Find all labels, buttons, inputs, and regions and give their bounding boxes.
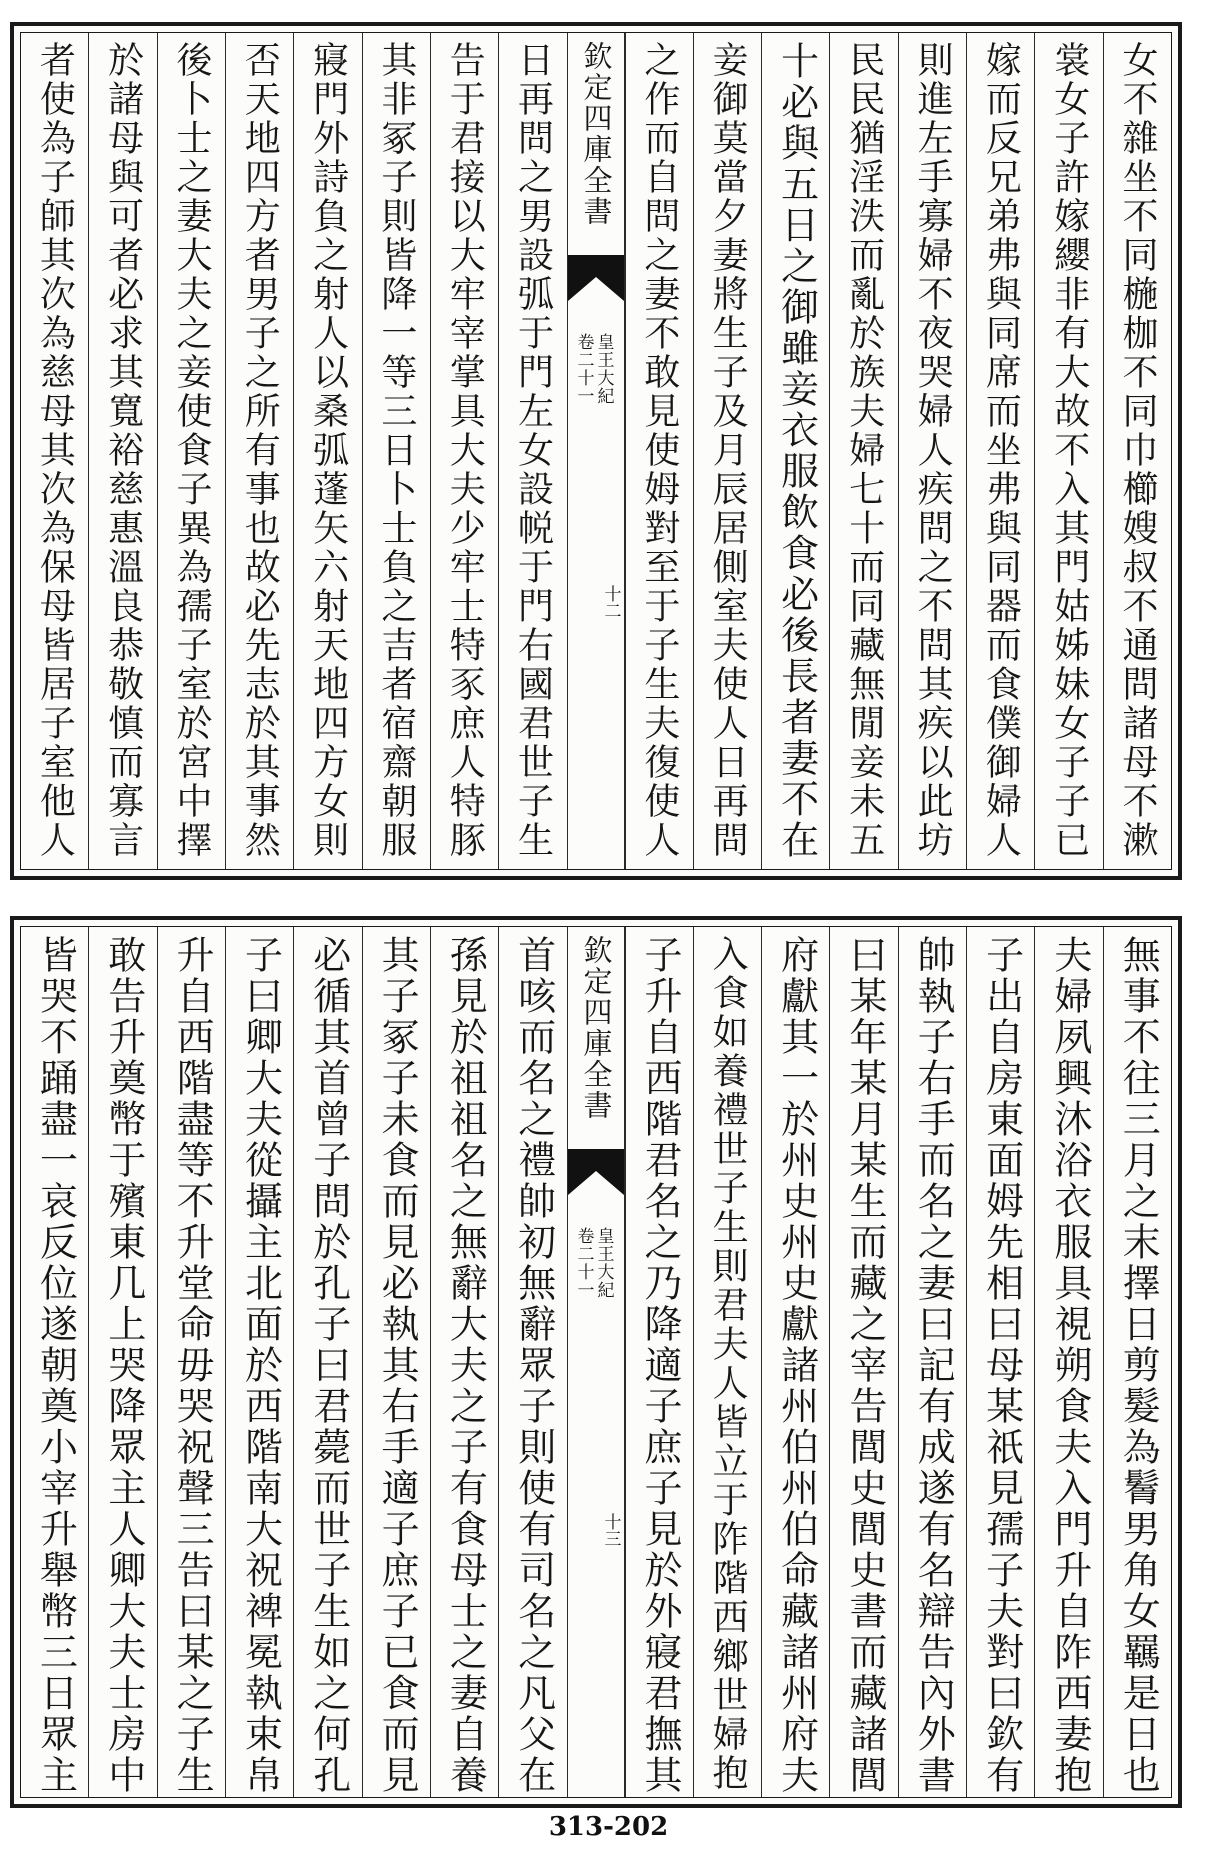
- text-column: 女不雜坐不同椸枷不同巾櫛嫂叔不通問諸母不漱: [1103, 33, 1171, 869]
- text-column: 帥執子右手而名之妻曰記有成遂有名辯告內外書: [898, 927, 966, 1797]
- text-column: 後卜士之妻大夫之妾使食子異為孺子室於宮中擇: [157, 33, 225, 869]
- bottom-page-columns: [20, 926, 1172, 1798]
- text-column: 民民猶淫泆而亂於族夫婦七十而同藏無閒妾未五: [829, 33, 897, 869]
- text-column: 升自西階盡等不升堂命毋哭祝聲三告曰某之子生: [157, 927, 225, 1797]
- text-column: 之作而自問之妻不敢見使姆對至于子生夫復使人: [625, 33, 693, 869]
- text-column: 孫見於祖祖名之無辭大夫之子有食母士之妻自養: [430, 927, 498, 1797]
- text-column: 告于君接以大牢宰掌具大夫少牢士特豕庶人特豚: [430, 33, 498, 869]
- text-column: 其子冢子未食而見必執其右手適子庶子已食而見: [362, 927, 430, 1797]
- page-number: 313-202: [548, 1812, 669, 1842]
- fish-tail-mark-icon: [568, 1149, 624, 1195]
- leaf-number: 十二: [600, 585, 621, 619]
- text-column: 日再問之男設弧于門左女設帨于門右國君世子生: [498, 33, 566, 869]
- text-column: 其非冢子則皆降一等三日卜士負之吉者宿齋朝服: [362, 33, 430, 869]
- text-column: 寢門外詩負之射人以桑弧蓬矢六射天地四方女則: [293, 33, 361, 869]
- text-column: 嫁而反兄弟弗與同席而坐弗與同器而食僕御婦人: [966, 33, 1034, 869]
- bottom-page-panel: [10, 916, 1182, 1808]
- book-title: 欽定四庫全書: [579, 41, 614, 227]
- top-page-panel: [10, 22, 1182, 880]
- leaf-number: 十三: [600, 1513, 621, 1547]
- text-column: 子出自房東面姆先相曰母某祇見孺子夫對曰欽有: [966, 927, 1034, 1797]
- text-column: 必循其首曾子問於孔子曰君薨而世子生如之何孔: [293, 927, 361, 1797]
- text-column: 則進左手寡婦不夜哭婦人疾問之不問其疾以此坊: [898, 33, 966, 869]
- text-column: 於諸母與可者必求其寬裕慈惠溫良恭敬慎而寡言: [88, 33, 156, 869]
- text-column: 入食如養禮世子生則君夫人皆立于阼階西鄉世婦抱: [693, 927, 761, 1797]
- text-column: 敢告升奠幣于殯東几上哭降眾主人卿大夫士房中: [88, 927, 156, 1797]
- text-column: 妾御莫當夕妻將生子及月辰居側室夫使人日再問: [693, 33, 761, 869]
- text-column: 府獻其一於州史州史獻諸州伯州伯命藏諸州府夫: [761, 927, 829, 1797]
- text-column: 子曰卿大夫從攝主北面於西階南大祝裨冕執束帛: [225, 927, 293, 1797]
- top-page-columns: [20, 32, 1172, 870]
- text-column: 裳女子許嫁纓非有大故不入其門姑姊妹女子子已: [1034, 33, 1102, 869]
- section-title: 皇王大紀: [593, 333, 614, 405]
- text-column: 者使為子師其次為慈母其次為保母皆居子室他人: [34, 41, 76, 860]
- fish-tail-mark-icon: [568, 255, 624, 301]
- text-column: 否天地四方者男子之所有事也故必先志於其事然: [225, 33, 293, 869]
- text-column: 曰某年某月某生而藏之宰告閭史閭史書而藏諸閭: [829, 927, 897, 1797]
- section-title: 皇王大紀: [593, 1227, 614, 1299]
- text-column: 無事不往三月之末擇日剪髮為鬌男角女羈是日也: [1103, 927, 1171, 1797]
- text-column: 子升自西階君名之乃降適子庶子見於外寢君撫其: [625, 927, 693, 1797]
- volume-label: 卷二十一: [573, 1227, 594, 1299]
- text-column: 夫婦夙興沐浴衣服具視朔食夫入門升自阼西妻抱: [1034, 927, 1102, 1797]
- center-fold-strip: [567, 33, 625, 869]
- text-column: 首咳而名之禮帥初無辭眾子則使有司名之凡父在: [498, 927, 566, 1797]
- text-column: 皆哭不踊盡一哀反位遂朝奠小宰升舉幣三日眾主: [33, 935, 78, 1796]
- book-title: 欽定四庫全書: [579, 935, 614, 1121]
- center-fold-strip: [567, 927, 625, 1797]
- text-column: 十必與五日之御雖妾衣服飲食必後長者妻不在: [761, 33, 829, 869]
- volume-label: 卷二十一: [573, 333, 594, 405]
